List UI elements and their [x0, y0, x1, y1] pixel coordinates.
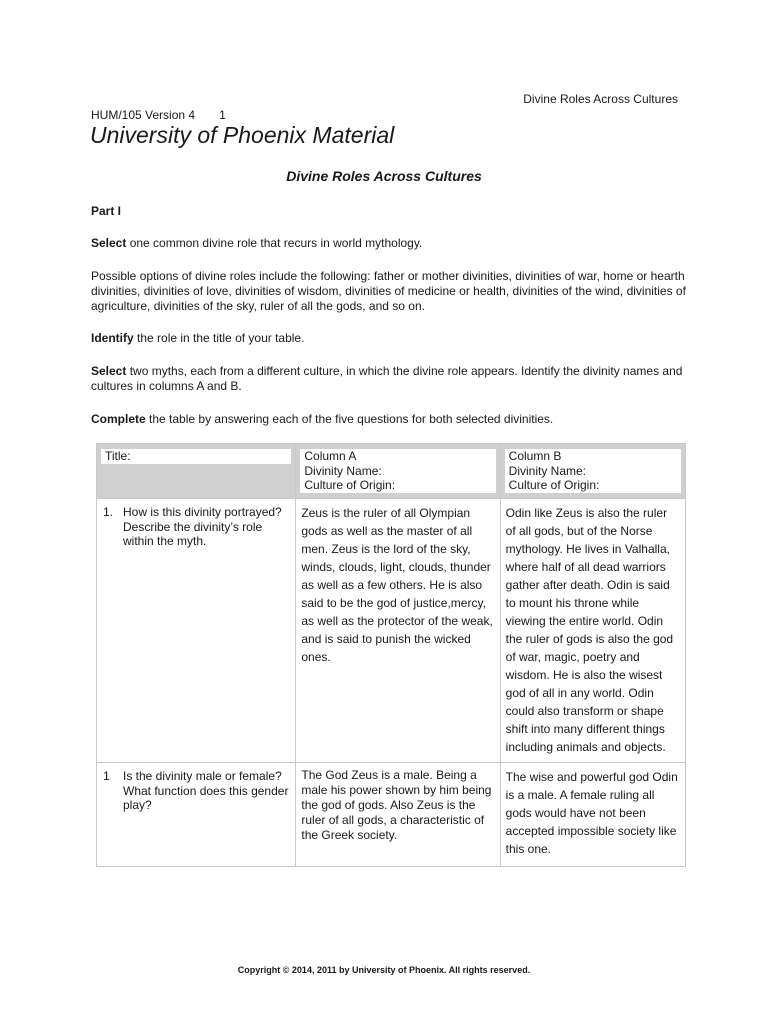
divine-roles-table — [96, 443, 686, 867]
part-heading — [91, 204, 691, 219]
instruction-lead: Identify — [91, 331, 134, 345]
answer-column-b: The wise and powerful god Odin is a male. A female ruling all gods would have not been accepted impossible society like this one. — [500, 763, 685, 867]
instruction-select-role — [91, 236, 691, 251]
course-header — [91, 108, 226, 122]
column-b-header-cell — [500, 444, 685, 499]
instruction-text: Possible options of divine roles include the following: father or mother divinities, divinities of war, home or hearth divinities, divinities of love, divinities of wisdom, divinities of medicine or health, divinities of the wind, divinities of agriculture, divinities of the sky, ruler of all the gods, and so on. — [91, 269, 686, 313]
column-b-divinity-name: Divinity Name: — [508, 463, 587, 478]
title-header-cell — [97, 444, 296, 499]
answer-column-b: Odin like Zeus is also the ruler of all gods, but of the Norse mythology. He lives in Valhalla, where half of all dead warriors gather after death. Odin is said to mount his throne while viewing the entire world. Odin the ruler of gods is also the god of war, magic, poetry and wisdom. He is also the wisest god of all in any world. Odin could also transform or shape shift into many different things including animals and objects. — [500, 499, 685, 763]
page-number: 1 — [219, 108, 226, 122]
copyright-footer: Copyright © 2014, 2011 by University of Phoenix. All rights reserved. — [237, 965, 531, 975]
instruction-text: the table by answering each of the five questions for both selected divinities. — [145, 412, 554, 426]
question-number: 1. — [103, 505, 114, 519]
column-a-header-cell — [296, 444, 500, 499]
university-heading: University of Phoenix Material — [90, 122, 395, 148]
instruction-options — [91, 269, 691, 314]
document-title: Divine Roles Across Cultures — [286, 168, 482, 184]
question-number: 1 — [103, 769, 110, 783]
instruction-lead: Select — [91, 364, 127, 378]
answer-column-a: The God Zeus is a male. Being a male his power shown by him being the god of gods. Also Zeus is the ruler of all gods, a characteristic of the Greek society. — [296, 763, 500, 867]
title-field: Title: — [101, 449, 291, 464]
column-a-divinity-name: Divinity Name: — [304, 463, 382, 478]
question-cell — [97, 499, 296, 763]
table-header-row — [97, 444, 686, 499]
course-code: HUM/105 Version 4 — [91, 108, 196, 122]
column-a-header — [300, 449, 495, 493]
column-b-culture: Culture of Origin: — [508, 478, 600, 492]
instruction-text: one common divine role that recurs in world mythology. — [126, 236, 423, 250]
running-header-title: Divine Roles Across Cultures — [523, 92, 678, 106]
column-b-label: Column B — [508, 449, 562, 463]
question-text: Is the divinity male or female? What function does this gender play? — [123, 769, 289, 812]
table-row — [97, 763, 686, 867]
part-label: Part I — [91, 204, 122, 218]
question-cell — [97, 763, 296, 867]
instruction-complete — [91, 412, 691, 427]
instruction-text: two myths, each from a different culture, in which the divine role appears. Identify the divinity names and cultures in columns A and B. — [91, 364, 683, 393]
instruction-lead: Select — [91, 236, 127, 250]
answer-column-a: Zeus is the ruler of all Olympian gods as well as the master of all men. Zeus is the lord of the sky, winds, clouds, light, clouds, thunder as well as a few others. He is also said to be the god of justice,mercy, as well as the protector of the weak, and is said to punish the wicked ones. — [296, 499, 500, 763]
column-a-culture: Culture of Origin: — [304, 478, 396, 492]
column-b-header — [505, 449, 681, 493]
instruction-identify — [91, 331, 691, 346]
instruction-select-myths — [91, 364, 691, 394]
instruction-text: the role in the title of your table. — [133, 331, 305, 345]
table-row — [97, 499, 686, 763]
instruction-lead: Complete — [91, 412, 146, 426]
question-text: How is this divinity portrayed? Describe the divinity’s role within the myth. — [123, 505, 282, 548]
column-a-label: Column A — [304, 449, 357, 463]
